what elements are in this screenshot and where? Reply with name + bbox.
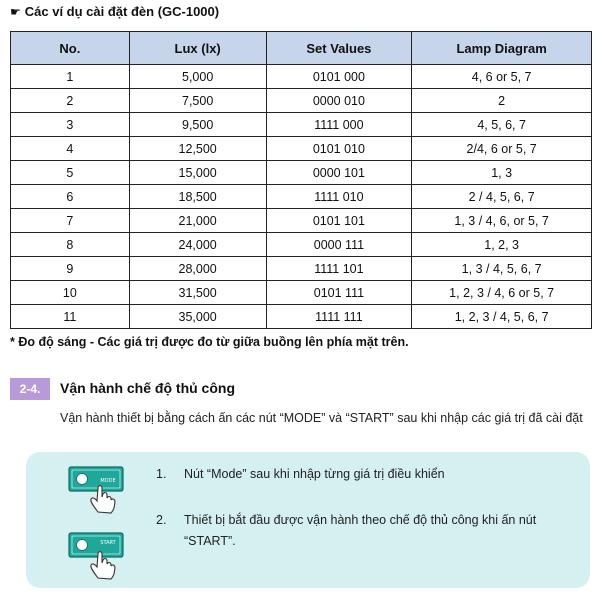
instruction-number: 2. [156,513,167,527]
section-number-badge: 2-4. [10,378,50,400]
cell-lamp-diagram: 1, 2, 3 / 4, 6 or 5, 7 [412,281,592,305]
cell-no: 11 [11,305,130,329]
cell-lamp-diagram: 4, 5, 6, 7 [412,113,592,137]
cell-set-values: 0101 000 [266,65,412,89]
table-body [11,65,592,329]
instruction-item-2 [156,510,586,554]
start-button-label: START [100,540,116,546]
cell-no: 5 [11,161,130,185]
cell-lux: 35,000 [129,305,266,329]
mode-press-illustration [68,466,124,514]
cell-set-values: 1111 101 [266,257,412,281]
start-button-icon [68,532,124,566]
cell-lux: 15,000 [129,161,266,185]
cell-lux: 18,500 [129,185,266,209]
cell-lamp-diagram: 1, 3 [412,161,592,185]
cell-lamp-diagram: 2 / 4, 5, 6, 7 [412,185,592,209]
cell-no: 3 [11,113,130,137]
mode-button-label: MODE [100,478,116,484]
table-section-title [10,4,219,19]
section-description: Vận hành thiết bị bằng cách ấn các nút “MODE” và “START” sau khi nhập các giá trị đã cài đặt [60,411,583,425]
mode-button-icon [68,466,124,500]
cell-no: 8 [11,233,130,257]
measurement-footnote: * Đo độ sáng - Các giá trị được đo từ giữa buồng lên phía mặt trên. [10,335,409,349]
cell-set-values: 0101 101 [266,209,412,233]
cell-no: 1 [11,65,130,89]
cell-lamp-diagram: 1, 3 / 4, 5, 6, 7 [412,257,592,281]
table-row [11,281,592,305]
cell-no: 10 [11,281,130,305]
table-row [11,65,592,89]
table-row [11,257,592,281]
table-row [11,113,592,137]
instruction-text: Nút “Mode” sau khi nhập từng giá trị điều khiển [184,467,445,481]
cell-no: 4 [11,137,130,161]
cell-lamp-diagram: 1, 2, 3 [412,233,592,257]
table-row [11,305,592,329]
lamp-settings-table [10,31,592,329]
cell-set-values: 0101 111 [266,281,412,305]
cell-set-values: 0000 010 [266,89,412,113]
cell-lux: 24,000 [129,233,266,257]
instruction-number: 1. [156,467,167,481]
column-header-set-values: Set Values [266,32,412,65]
cell-lux: 28,000 [129,257,266,281]
cell-lux: 21,000 [129,209,266,233]
table-header-row [11,32,592,65]
cell-set-values: 1111 000 [266,113,412,137]
table-row [11,89,592,113]
cell-lamp-diagram: 2 [412,89,592,113]
table-row [11,161,592,185]
column-header-lamp-diagram: Lamp Diagram [412,32,592,65]
table-title-text: Các ví dụ cài đặt đèn (GC-1000) [24,4,220,19]
cell-set-values: 0000 111 [266,233,412,257]
table-row [11,209,592,233]
instruction-item-1 [156,464,586,486]
column-header-no: No. [11,32,130,65]
cell-no: 2 [11,89,130,113]
instruction-text: Thiết bị bắt đầu được vận hành theo chế độ thủ công khi ấn nút “START”. [184,513,537,548]
cell-lux: 5,000 [129,65,266,89]
cell-lux: 7,500 [129,89,266,113]
cell-lux: 12,500 [129,137,266,161]
cell-lamp-diagram: 4, 6 or 5, 7 [412,65,592,89]
column-header-lux: Lux (lx) [129,32,266,65]
cell-set-values: 0101 010 [266,137,412,161]
table-row [11,233,592,257]
cell-lux: 9,500 [129,113,266,137]
cell-set-values: 1111 010 [266,185,412,209]
table-row [11,137,592,161]
cell-lamp-diagram: 2/4, 6 or 5, 7 [412,137,592,161]
cell-lamp-diagram: 1, 3 / 4, 6, or 5, 7 [412,209,592,233]
cell-no: 7 [11,209,130,233]
cell-no: 6 [11,185,130,209]
table-row [11,185,592,209]
cell-set-values: 0000 101 [266,161,412,185]
start-press-illustration [68,532,124,580]
cell-lamp-diagram: 1, 2, 3 / 4, 5, 6, 7 [412,305,592,329]
pointing-hand-icon: ☛ [10,5,21,19]
cell-no: 9 [11,257,130,281]
cell-lux: 31,500 [129,281,266,305]
section-heading: Vận hành chế độ thủ công [60,380,235,396]
cell-set-values: 1111 111 [266,305,412,329]
